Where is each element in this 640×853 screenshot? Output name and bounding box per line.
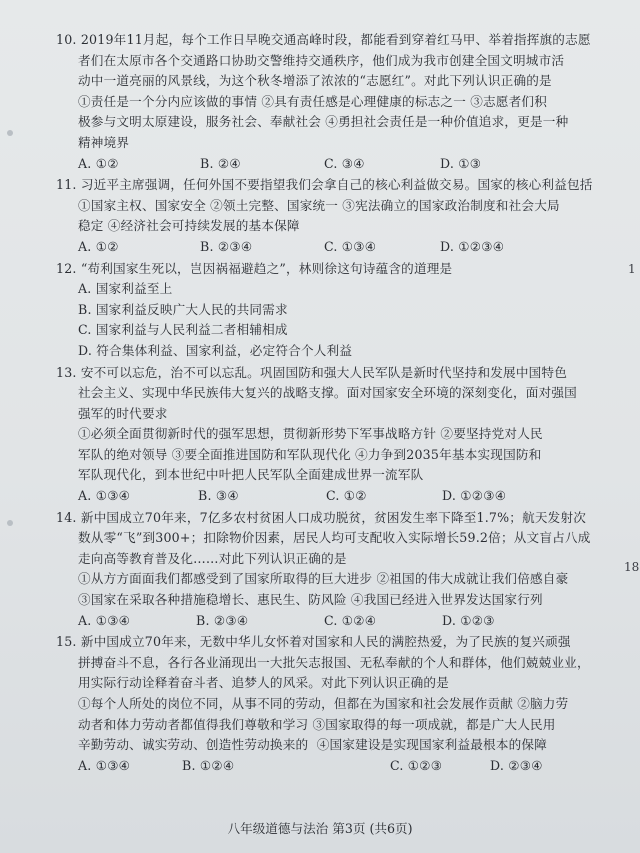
statement-line: 精神境界 (78, 134, 130, 150)
question-stem: 13. 安不可以忘危，治不可以忘乱。巩固国防和强大人民军队是新时代坚持和发展中国特色 (56, 364, 567, 380)
option-b[interactable]: B. ②③④ (196, 612, 249, 628)
binding-hole (7, 520, 13, 526)
option-b[interactable]: B. ②④ (200, 155, 241, 171)
question-text: 者们在太原市各个交通路口协助交警维持交通秩序，他们成为我市创建全国文明城市活 (78, 52, 565, 68)
statement-line: 军队的绝对领导 ③要全面推进国防和军队现代化 ④力争到2035年基本实现国防和 (78, 446, 542, 462)
statement-line: ①必须全面贯彻新时代的强军思想，贯彻新形势下军事战略方针 ②要坚持党对人民 (78, 426, 543, 442)
statement-line: 动者和体力劳动者都值得我们尊敬和学习 ③国家取得的每一项成就，都是广大人民用 (78, 716, 556, 732)
option-c[interactable]: C. ①③④ (324, 238, 377, 254)
statement-line: 军队现代化，到本世纪中叶把人民军队全面建成世界一流军队 (78, 467, 424, 483)
option-d[interactable]: D. ①②③ (442, 612, 495, 628)
question-text: 拼搏奋斗不息，各行各业涌现出一大批矢志报国、无私奉献的个人和群体，他们兢兢业业， (78, 654, 590, 670)
statement-line (56, 735, 616, 756)
option-b[interactable]: B. ②③④ (200, 238, 253, 254)
question-text: 走向高等教育普及化……对此下列认识正确的是 (78, 550, 347, 566)
statement-line: ①每个人所处的岗位不同，从事不同的劳动，但都在为国家和社会发展作贡献 ②脑力劳 (78, 696, 569, 711)
option-d[interactable]: D. ①③ (440, 155, 482, 171)
statement-line: 极参与文明太原建设，服务社会、奉献社会 ④勇担社会责任是一种价值追求，更是一种 (78, 114, 569, 130)
option-d[interactable]: D. ②③④ (490, 757, 543, 773)
option-b[interactable]: B. ③④ (198, 488, 239, 504)
answer-options (56, 237, 616, 258)
option-a[interactable]: A. ①② (78, 155, 119, 171)
question-14 (56, 508, 616, 632)
question-text: 强军的时代要求 (78, 405, 168, 421)
statement-line: ①从方方面面我们都感受到了国家所取得的巨大进步 ②祖国的伟大成就让我们倍感自豪 (78, 571, 569, 587)
question-13 (56, 363, 616, 507)
question-text: 用实际行动诠释着奋斗者、追梦人的风采。对此下列认识正确的是 (78, 675, 450, 691)
answer-options (56, 486, 616, 507)
option-d[interactable]: D. ①②③④ (440, 238, 505, 254)
statement-line: 稳定 ④经济社会可持续发展的基本保障 (78, 218, 300, 234)
option-c[interactable]: C. ①②④ (324, 612, 377, 628)
option-a[interactable]: A. ①② (78, 238, 119, 254)
question-11 (56, 175, 616, 257)
question-12 (56, 259, 616, 362)
question-text: 动中一道亮丽的风景线，为这个秋冬增添了浓浓的“志愿红”。对此下列认识正确的是 (78, 73, 552, 89)
question-stem: 14. 新中国成立70年来，7亿多农村贫困人口成功脱贫，贫困发生率下降至1.7%；航天发射次 (56, 509, 587, 525)
binding-hole (7, 130, 13, 136)
answer-options (56, 154, 616, 175)
question-10 (56, 30, 616, 174)
statement-line: ③国家在采取各种措施稳增长、惠民生、防风险 ④我国已经进入世界发达国家行列 (78, 592, 543, 608)
question-15 (56, 632, 616, 776)
edge-mark: 1 (628, 262, 636, 276)
statement-line: ①国家主权、国家安全 ②领土完整、国家统一 ③宪法确立的国家政治制度和社会大局 (78, 197, 560, 213)
statement-text: ④国家建设是实现国家利益最根本的保障 (316, 737, 548, 753)
question-stem: 12. “苟利国家生死以，岂因祸福避趋之”，林则徐这句诗蕴含的道理是 (56, 260, 453, 276)
option-d[interactable]: D. ①②③④ (442, 488, 507, 504)
option-c[interactable]: C. ③④ (324, 155, 365, 171)
edge-mark: 18 (624, 560, 640, 574)
option-b[interactable]: B. ①②④ (182, 757, 235, 773)
questions-column (56, 30, 616, 777)
option-a[interactable]: A. ①③④ (78, 612, 131, 628)
option-a[interactable]: A. 国家利益至上 (78, 281, 173, 297)
answer-options (56, 611, 616, 632)
question-text: 数从零“飞”到300+；扣除物价因素，居民人均可支配收入实际增长59.2倍；从文盲占八成 (78, 530, 591, 546)
question-stem: 11. 习近平主席强调，任何外国不要指望我们会拿自己的核心利益做交易。国家的核心利益包括 (56, 177, 593, 193)
option-a[interactable]: A. ①③④ (78, 757, 131, 773)
option-c[interactable]: C. ①② (326, 488, 367, 504)
option-c[interactable]: C. ①②③ (390, 757, 443, 773)
option-a[interactable]: A. ①③④ (78, 488, 131, 504)
option-c[interactable]: C. 国家利益与人民利益二者相辅相成 (78, 322, 288, 338)
option-d[interactable]: D. 符合集体利益、国家利益，必定符合个人利益 (78, 342, 353, 358)
page-footer: 八年级道德与法治 第3页 (共6页) (227, 821, 413, 836)
option-b[interactable]: B. 国家利益反映广大人民的共同需求 (78, 301, 288, 317)
statement-line: ①责任是一个分内应该做的事情 ②具有责任感是心理健康的标志之一 ③志愿者们积 (78, 93, 547, 109)
answer-options (56, 756, 616, 777)
question-text: 社会主义、实现中华民族伟大复兴的战略支撑。面对国家安全环境的深刻变化，面对强国 (78, 385, 577, 401)
question-stem: 10. 2019年11月起，每个工作日早晚交通高峰时段，都能看到穿着红马甲、举着指挥旗的志愿 (56, 32, 591, 47)
statement-text: 辛勤劳动、诚实劳动、创造性劳动换来的 (78, 737, 309, 753)
question-stem: 15. 新中国成立70年来，无数中华儿女怀着对国家和人民的满腔热爱，为了民族的复兴顽强 (56, 634, 571, 650)
